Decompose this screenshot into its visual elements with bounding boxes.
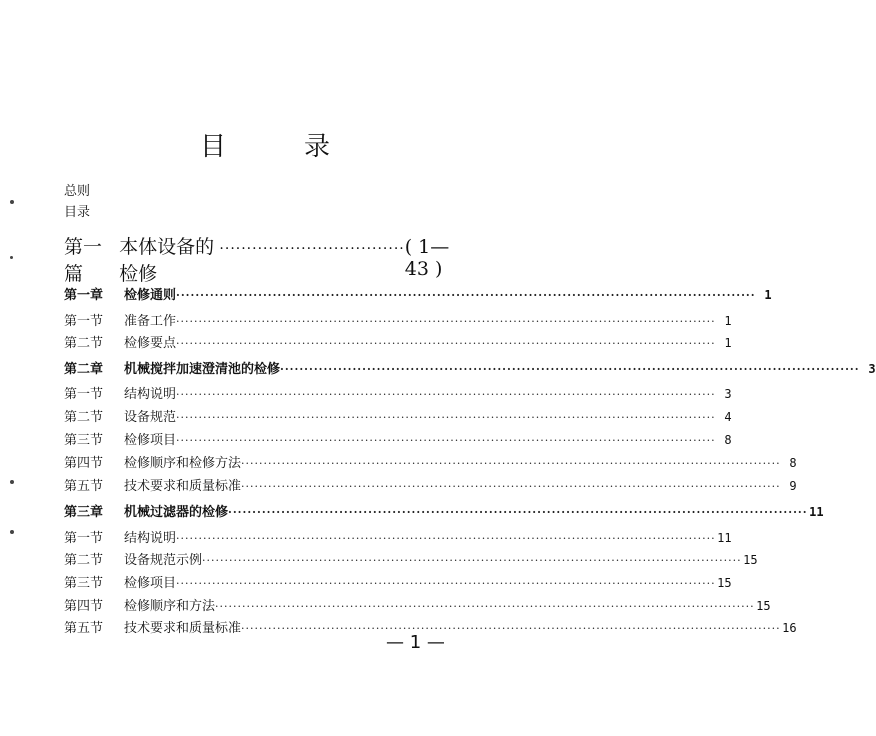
part-title: 本体设备的 检修 (119, 236, 215, 285)
leader-dots: ························································································································ (176, 289, 756, 302)
leader-dots: ························································································································ (176, 337, 716, 350)
entry-title: 技术要求和质量标准 (124, 621, 242, 636)
toc-section-row (64, 527, 732, 546)
toc-section-row (64, 406, 732, 425)
part-label: 第一篇 (64, 236, 103, 285)
entry-page: 8 (724, 433, 732, 447)
entry-number: 第二节 (64, 410, 104, 425)
leader-dots: ························································································································ (176, 532, 716, 545)
leader-dots: ························································································································ (176, 577, 716, 590)
entry-number: 第五节 (64, 479, 104, 494)
entry-number: 第二章 (64, 362, 104, 377)
entry-number: 第四节 (64, 456, 104, 471)
entry-title: 准备工作 (124, 314, 177, 329)
entry-number: 第一章 (64, 288, 104, 303)
page-number: — 1 — (386, 632, 445, 653)
entry-title: 检修项目 (124, 576, 177, 591)
leader-dots: ························································································································ (241, 457, 781, 470)
entry-title: 结构说明 (124, 531, 177, 546)
margin-speck (10, 200, 14, 204)
entry-title: 结构说明 (124, 387, 177, 402)
part-heading (64, 232, 464, 286)
leader-dots: ························································································································ (241, 622, 781, 635)
entry-title: 技术要求和质量标准 (124, 479, 242, 494)
entry-number: 第一节 (64, 531, 104, 546)
toc-chapter-row (64, 501, 824, 520)
title-char-2: 录 (303, 132, 330, 162)
leader-dots: ························································································································ (241, 480, 781, 493)
toc-section-row (64, 429, 732, 448)
margin-speck (10, 256, 13, 259)
toc-section-row (64, 383, 732, 402)
leader-dots: ························································································································ (176, 434, 716, 447)
prelim-item-general: 总则 (64, 184, 91, 199)
entry-page: 15 (756, 599, 771, 613)
entry-page: 15 (743, 553, 758, 567)
entry-number: 第三节 (64, 433, 104, 448)
leader-dots: ························································································································ (215, 600, 755, 613)
entry-title: 检修顺序和检修方法 (124, 456, 242, 471)
entry-number: 第二节 (64, 553, 104, 568)
entry-page: 4 (724, 410, 732, 424)
entry-title: 设备规范示例 (124, 553, 203, 568)
margin-speck (10, 530, 14, 534)
entry-title: 机械搅拌加速澄清池的检修 (124, 362, 281, 377)
leader-dots: ························································································································ (176, 388, 716, 401)
entry-page: 8 (789, 456, 797, 470)
entry-page: 15 (717, 576, 732, 590)
toc-section-row (64, 310, 732, 329)
entry-number: 第一节 (64, 387, 104, 402)
toc-section-row (64, 475, 797, 494)
entry-page: 11 (809, 505, 824, 519)
leader-dots: ························································································································ (202, 554, 742, 567)
leader-dots: ························································································································ (176, 315, 716, 328)
toc-section-row (64, 332, 732, 351)
entry-page: 1 (724, 314, 732, 328)
prelim-item-contents: 目录 (64, 205, 91, 220)
margin-speck (10, 480, 14, 484)
entry-number: 第二节 (64, 336, 104, 351)
entry-number: 第三节 (64, 576, 104, 591)
toc-section-row (64, 452, 797, 471)
entry-title: 检修项目 (124, 433, 177, 448)
leader-dots: ·································· (219, 241, 405, 257)
page-title (200, 126, 330, 163)
toc-section-row (64, 549, 758, 568)
entry-title: 检修通则 (124, 288, 177, 303)
part-pages: ( 1—43 ) (404, 236, 450, 280)
entry-page: 1 (764, 288, 772, 302)
entry-title: 检修要点 (124, 336, 177, 351)
entry-page: 3 (724, 387, 732, 401)
title-char-1: 目 (200, 132, 227, 162)
toc-chapter-row (64, 284, 772, 303)
entry-page: 16 (782, 621, 797, 635)
leader-dots: ························································································································ (280, 363, 860, 376)
entry-page: 11 (717, 531, 732, 545)
entry-page: 3 (868, 362, 876, 376)
entry-number: 第四节 (64, 599, 104, 614)
toc-section-row (64, 595, 771, 614)
toc-section-row (64, 572, 732, 591)
leader-dots: ························································································································ (176, 411, 716, 424)
toc-chapter-row (64, 358, 876, 377)
entry-title: 机械过滤器的检修 (124, 505, 229, 520)
entry-number: 第五节 (64, 621, 104, 636)
entry-number: 第三章 (64, 505, 104, 520)
entry-title: 检修顺序和方法 (124, 599, 216, 614)
entry-page: 1 (724, 336, 732, 350)
entry-title: 设备规范 (124, 410, 177, 425)
entry-number: 第一节 (64, 314, 104, 329)
leader-dots: ························································································································ (228, 506, 808, 519)
entry-page: 9 (789, 479, 797, 493)
